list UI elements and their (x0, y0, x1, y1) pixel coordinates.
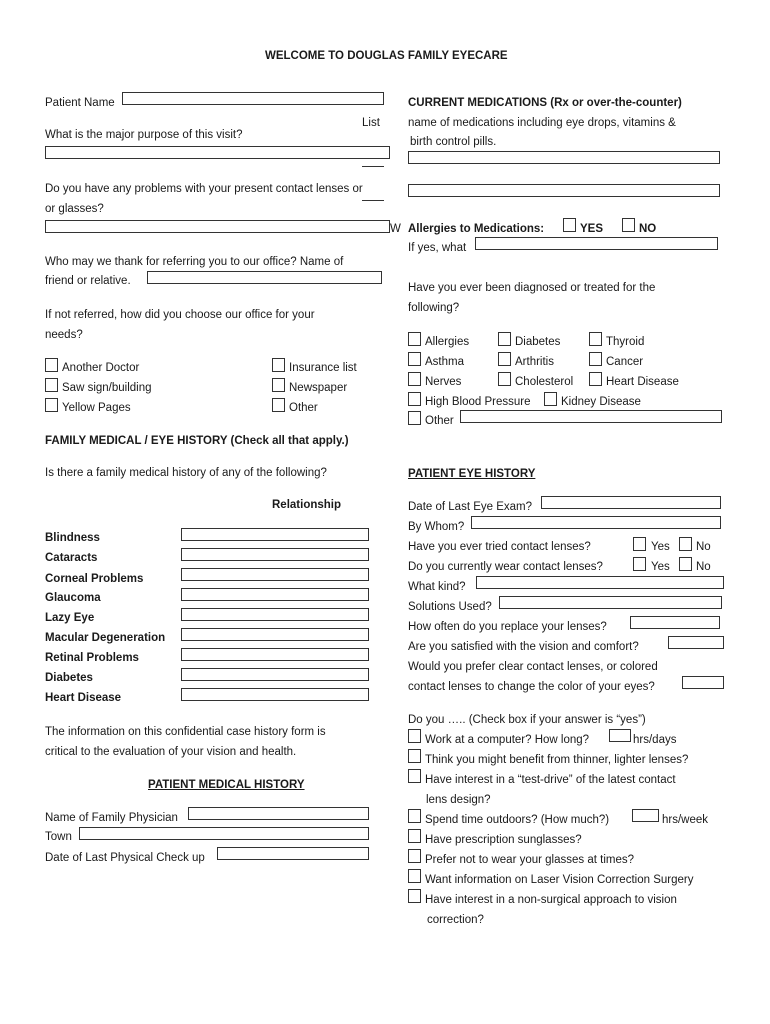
newspaper-label: Newspaper (289, 382, 348, 394)
town-field[interactable] (79, 827, 369, 840)
confidential-note-2: critical to the evaluation of your vision and health. (45, 746, 297, 758)
confidential-note: The information on this confidential case history form is (45, 726, 326, 738)
test-drive-label-2: lens design? (426, 794, 491, 806)
test-drive-label: Have interest in a “test-drive” of the latest contact (425, 774, 676, 786)
other-referral-label: Other (289, 402, 318, 414)
condition-diabetes-label: Diabetes (45, 672, 93, 684)
contact-problems-field[interactable] (45, 220, 390, 233)
condition-lazy-eye-field[interactable] (181, 608, 369, 621)
medications-note-2: birth control pills. (410, 136, 497, 148)
diag-cancer-checkbox[interactable] (589, 352, 602, 366)
tried-contacts-yes-label: Yes (651, 541, 670, 553)
medications-field-2[interactable] (408, 184, 720, 197)
tried-contacts-no-checkbox[interactable] (679, 537, 692, 551)
diag-nerves-checkbox[interactable] (408, 372, 421, 386)
family-history-question: Is there a family medical history of any of the following? (45, 467, 327, 479)
laser-info-checkbox[interactable] (408, 869, 421, 883)
laser-info-label: Want information on Laser Vision Correction Surgery (425, 874, 694, 886)
condition-diabetes-field[interactable] (181, 668, 369, 681)
insurance-list-label: Insurance list (289, 362, 357, 374)
satisfied-field[interactable] (668, 636, 724, 649)
diag-thyroid-checkbox[interactable] (589, 332, 602, 346)
diag-cancer-label: Cancer (606, 356, 644, 368)
what-kind-field[interactable] (476, 576, 724, 589)
satisfied-label: Are you satisfied with the vision and comfort? (408, 641, 639, 653)
diag-asthma-label: Asthma (425, 356, 464, 368)
yellow-pages-checkbox[interactable] (45, 398, 58, 412)
other-referral-checkbox[interactable] (272, 398, 285, 412)
diag-allergies-checkbox[interactable] (408, 332, 421, 346)
thinner-lenses-label: Think you might benefit from thinner, lighter lenses? (425, 754, 689, 766)
sunglasses-label: Have prescription sunglasses? (425, 834, 582, 846)
outdoors-label: Spend time outdoors? (How much?) (425, 814, 610, 826)
diag-blood-pressure-checkbox[interactable] (408, 392, 421, 406)
medications-heading: CURRENT MEDICATIONS (Rx or over-the-counter) (408, 97, 682, 109)
condition-retinal-label: Retinal Problems (45, 652, 139, 664)
physician-field[interactable] (188, 807, 369, 820)
what-kind-label: What kind? (408, 581, 466, 593)
medications-note: name of medications including eye drops, vitamins & (408, 117, 676, 129)
another-doctor-checkbox[interactable] (45, 358, 58, 372)
physician-label: Name of Family Physician (45, 812, 178, 824)
last-exam-field[interactable] (541, 496, 721, 509)
outdoors-unit-label: hrs/week (662, 814, 709, 826)
diag-kidney-checkbox[interactable] (544, 392, 557, 406)
if-yes-field[interactable] (475, 237, 718, 250)
wear-contacts-yes-label: Yes (651, 561, 670, 573)
nonsurgical-label: Have interest in a non-surgical approach to vision (425, 894, 677, 906)
diag-other-label: Other (425, 415, 454, 427)
allergies-yes-checkbox[interactable] (563, 218, 576, 232)
not-wear-glasses-label: Prefer not to wear your glasses at times? (425, 854, 635, 866)
condition-retinal-field[interactable] (181, 648, 369, 661)
prefer-label-2: contact lenses to change the color of your eyes? (408, 681, 655, 693)
diag-other-checkbox[interactable] (408, 411, 421, 425)
condition-corneal-label: Corneal Problems (45, 573, 144, 585)
list-text: List (362, 117, 380, 129)
condition-macular-label: Macular Degeneration (45, 632, 166, 644)
prefer-field[interactable] (682, 676, 724, 689)
diag-nerves-label: Nerves (425, 376, 462, 388)
diag-diabetes-label: Diabetes (515, 336, 561, 348)
wear-contacts-yes-checkbox[interactable] (633, 557, 646, 571)
not-referred-label: If not referred, how did you choose our office for your (45, 309, 315, 321)
saw-sign-label: Saw sign/building (62, 382, 152, 394)
diag-asthma-checkbox[interactable] (408, 352, 421, 366)
purpose-underline (362, 166, 384, 167)
last-physical-field[interactable] (217, 847, 369, 860)
computer-hours-field[interactable] (609, 729, 631, 742)
referral-field[interactable] (147, 271, 382, 284)
patient-name-field[interactable] (122, 92, 384, 105)
tried-contacts-no-label: No (696, 541, 711, 553)
if-yes-label: If yes, what (408, 242, 467, 254)
computer-unit-label: hrs/days (633, 734, 677, 746)
nonsurgical-label-2: correction? (427, 914, 484, 926)
solutions-label: Solutions Used? (408, 601, 492, 613)
another-doctor-label: Another Doctor (62, 362, 140, 374)
allergies-yes-label: YES (580, 223, 604, 235)
diag-blood-pressure-label: High Blood Pressure (425, 396, 531, 408)
solutions-field[interactable] (499, 596, 722, 609)
allergies-no-label: NO (639, 223, 657, 235)
condition-blindness-label: Blindness (45, 532, 100, 544)
condition-lazy-eye-label: Lazy Eye (45, 612, 95, 624)
condition-heart-field[interactable] (181, 688, 369, 701)
test-drive-checkbox[interactable] (408, 769, 421, 783)
tried-contacts-yes-checkbox[interactable] (633, 537, 646, 551)
wear-contacts-label: Do you currently wear contact lenses? (408, 561, 603, 573)
do-you-heading: Do you ….. (Check box if your answer is “yes”) (408, 714, 646, 726)
relationship-label: Relationship (272, 499, 342, 511)
outdoors-checkbox[interactable] (408, 809, 421, 823)
diag-cholesterol-label: Cholesterol (515, 376, 574, 388)
visit-purpose-label: What is the major purpose of this visit? (45, 129, 243, 141)
replace-label: How often do you replace your lenses? (408, 621, 607, 633)
replace-field[interactable] (630, 616, 720, 629)
by-whom-field[interactable] (471, 516, 721, 529)
diag-kidney-label: Kidney Disease (561, 396, 641, 408)
wear-contacts-no-checkbox[interactable] (679, 557, 692, 571)
diag-cholesterol-checkbox[interactable] (498, 372, 511, 386)
allergies-no-checkbox[interactable] (622, 218, 635, 232)
diag-other-field[interactable] (460, 410, 722, 423)
family-history-heading: FAMILY MEDICAL / EYE HISTORY (Check all that apply.) (45, 435, 349, 447)
page-title: WELCOME TO DOUGLAS FAMILY EYECARE (265, 50, 508, 62)
referral-label: Who may we thank for referring you to our office? Name of (45, 256, 344, 268)
condition-glaucoma-field[interactable] (181, 588, 369, 601)
yellow-pages-label: Yellow Pages (62, 402, 131, 414)
diagnosed-label-2: following? (408, 302, 460, 314)
last-physical-label: Date of Last Physical Check up (45, 852, 205, 864)
condition-cataracts-field[interactable] (181, 548, 369, 561)
not-wear-glasses-checkbox[interactable] (408, 849, 421, 863)
last-exam-label: Date of Last Eye Exam? (408, 501, 533, 513)
town-label: Town (45, 831, 72, 843)
condition-corneal-field[interactable] (181, 568, 369, 581)
patient-name-label: Patient Name (45, 97, 115, 109)
referral-label-2: friend or relative. (45, 275, 131, 287)
visit-purpose-field[interactable] (45, 146, 390, 159)
w-char: W (390, 223, 401, 235)
diag-heart-disease-checkbox[interactable] (589, 372, 602, 386)
diag-diabetes-checkbox[interactable] (498, 332, 511, 346)
newspaper-checkbox[interactable] (272, 378, 285, 392)
diag-allergies-label: Allergies (425, 336, 470, 348)
tried-contacts-label: Have you ever tried contact lenses? (408, 541, 591, 553)
computer-checkbox[interactable] (408, 729, 421, 743)
condition-cataracts-label: Cataracts (45, 552, 98, 564)
saw-sign-checkbox[interactable] (45, 378, 58, 392)
diag-arthritis-label: Arthritis (515, 356, 554, 368)
by-whom-label: By Whom? (408, 521, 465, 533)
contact-problems-label-2: or glasses? (45, 203, 104, 215)
wear-contacts-no-label: No (696, 561, 711, 573)
thinner-lenses-checkbox[interactable] (408, 749, 421, 763)
diag-heart-disease-label: Heart Disease (606, 376, 679, 388)
outdoors-hours-field[interactable] (632, 809, 659, 822)
contact-problems-label: Do you have any problems with your present contact lenses or (45, 183, 363, 195)
diagnosed-label: Have you ever been diagnosed or treated for the (408, 282, 656, 294)
condition-heart-label: Heart Disease (45, 692, 122, 704)
eye-history-heading: PATIENT EYE HISTORY (408, 468, 536, 480)
sunglasses-checkbox[interactable] (408, 829, 421, 843)
condition-blindness-field[interactable] (181, 528, 369, 541)
medical-history-heading: PATIENT MEDICAL HISTORY (148, 779, 305, 791)
medications-field-1[interactable] (408, 151, 720, 164)
not-referred-label-2: needs? (45, 329, 83, 341)
allergies-label: Allergies to Medications: (408, 223, 545, 235)
prefer-label: Would you prefer clear contact lenses, or colored (408, 661, 658, 673)
computer-label: Work at a computer? How long? (425, 734, 590, 746)
diag-thyroid-label: Thyroid (606, 336, 645, 348)
nonsurgical-checkbox[interactable] (408, 889, 421, 903)
diag-arthritis-checkbox[interactable] (498, 352, 511, 366)
contact-problems-underline (362, 200, 384, 201)
condition-macular-field[interactable] (181, 628, 369, 641)
condition-glaucoma-label: Glaucoma (45, 592, 101, 604)
insurance-list-checkbox[interactable] (272, 358, 285, 372)
